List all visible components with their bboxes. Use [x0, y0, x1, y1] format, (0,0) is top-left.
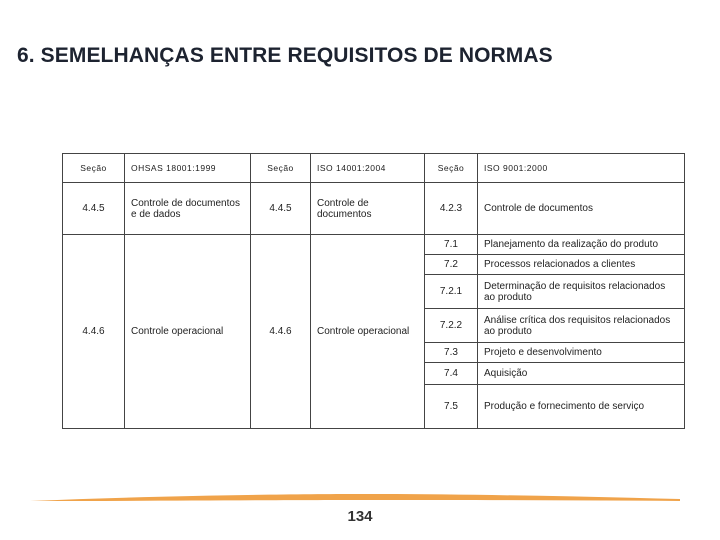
header-iso14001: ISO 14001:2004	[311, 154, 425, 183]
header-ohsas: OHSAS 18001:1999	[125, 154, 251, 183]
header-secao-ohsas: Seção	[63, 154, 125, 183]
requirements-table	[62, 153, 685, 429]
iso9001-title-cell: Produção e fornecimento de serviço	[478, 385, 685, 429]
iso14001-section-cell: 4.4.6	[251, 235, 311, 429]
footer-decorative-line	[30, 491, 680, 505]
iso14001-title-cell: Controle de documentos	[311, 183, 425, 235]
iso9001-title-cell: Controle de documentos	[478, 183, 685, 235]
iso9001-title-cell: Processos relacionados a clientes	[478, 255, 685, 275]
iso9001-title-cell: Análise crítica dos requisitos relacionados ao produto	[478, 309, 685, 343]
iso9001-section-cell: 7.2.2	[425, 309, 478, 343]
iso9001-section-cell: 7.5	[425, 385, 478, 429]
iso9001-section-cell: 4.2.3	[425, 183, 478, 235]
iso9001-section-cell: 7.3	[425, 343, 478, 363]
iso9001-title-cell: Planejamento da realização do produto	[478, 235, 685, 255]
header-iso9001: ISO 9001:2000	[478, 154, 685, 183]
iso9001-section-cell: 7.1	[425, 235, 478, 255]
iso14001-title-cell: Controle operacional	[311, 235, 425, 429]
ohsas-section-cell: 4.4.5	[63, 183, 125, 235]
iso9001-title-cell: Determinação de requisitos relacionados ao produto	[478, 275, 685, 309]
header-row	[63, 154, 685, 183]
table-row	[63, 235, 685, 255]
iso9001-section-cell: 7.2	[425, 255, 478, 275]
page-title: 6. SEMELHANÇAS ENTRE REQUISITOS DE NORMAS	[17, 44, 553, 67]
iso9001-title-cell: Projeto e desenvolvimento	[478, 343, 685, 363]
ohsas-title-cell: Controle de documentos e de dados	[125, 183, 251, 235]
page-number: 134	[347, 508, 373, 525]
iso9001-section-cell: 7.4	[425, 363, 478, 385]
header-secao-iso14001: Seção	[251, 154, 311, 183]
header-secao-iso9001: Seção	[425, 154, 478, 183]
iso14001-section-cell: 4.4.5	[251, 183, 311, 235]
ohsas-title-cell: Controle operacional	[125, 235, 251, 429]
table-row	[63, 183, 685, 235]
iso9001-title-cell: Aquisição	[478, 363, 685, 385]
iso9001-section-cell: 7.2.1	[425, 275, 478, 309]
footer-swoosh	[30, 494, 680, 501]
ohsas-section-cell: 4.4.6	[63, 235, 125, 429]
